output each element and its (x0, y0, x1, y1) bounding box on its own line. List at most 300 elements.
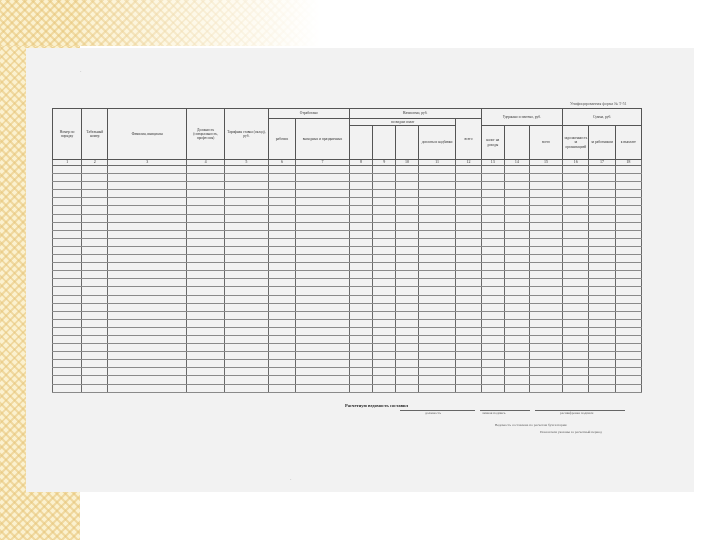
table-cell (456, 384, 481, 392)
col-header-workdays: рабочих (268, 119, 295, 160)
table-cell (53, 384, 82, 392)
table-cell (396, 198, 418, 206)
table-cell (563, 174, 589, 182)
table-cell (529, 376, 562, 384)
table-cell (615, 287, 641, 295)
table-cell (418, 287, 456, 295)
table-cell (396, 303, 418, 311)
table-cell (456, 214, 481, 222)
footnote: Ведомость составлена по расчетам бухгалтерии (495, 423, 567, 427)
table-cell (296, 238, 350, 246)
table-cell (53, 287, 82, 295)
table-cell (225, 206, 269, 214)
table-cell (225, 368, 269, 376)
table-cell (563, 182, 589, 190)
table-cell (504, 255, 529, 263)
col-header-blank (396, 126, 418, 160)
table-cell (396, 271, 418, 279)
table-cell (108, 335, 187, 343)
table-cell (187, 335, 225, 343)
table-cell (615, 214, 641, 222)
table-cell (268, 206, 295, 214)
table-cell (108, 182, 187, 190)
table-cell (53, 360, 82, 368)
table-cell (225, 190, 269, 198)
table-cell (418, 263, 456, 271)
table-cell (529, 327, 562, 335)
table-cell (349, 303, 372, 311)
table-cell (418, 271, 456, 279)
table-cell (563, 263, 589, 271)
table-cell (373, 327, 396, 335)
table-cell (225, 376, 269, 384)
table-cell (82, 376, 108, 384)
table-cell (373, 182, 396, 190)
table-cell (296, 246, 350, 254)
table-cell (108, 206, 187, 214)
table-cell (396, 255, 418, 263)
table-cell (296, 166, 350, 174)
table-cell (396, 376, 418, 384)
table-cell (504, 352, 529, 360)
table-cell (82, 206, 108, 214)
table-cell (296, 352, 350, 360)
table-cell (615, 238, 641, 246)
table-cell (108, 166, 187, 174)
table-cell (615, 206, 641, 214)
table-cell (268, 271, 295, 279)
table-cell (225, 271, 269, 279)
table-cell (349, 279, 372, 287)
table-cell (529, 255, 562, 263)
table-cell (418, 376, 456, 384)
table-cell (396, 190, 418, 198)
table-cell (373, 344, 396, 352)
group-header-by-type: по видам оплат (349, 119, 456, 126)
table-cell (108, 255, 187, 263)
table-cell (529, 174, 562, 182)
table-cell (268, 255, 295, 263)
table-cell (615, 198, 641, 206)
table-cell (349, 344, 372, 352)
table-cell (296, 311, 350, 319)
table-cell (373, 206, 396, 214)
table-cell (296, 214, 350, 222)
table-cell (296, 230, 350, 238)
table-row (53, 384, 642, 392)
table-cell (296, 190, 350, 198)
table-cell (456, 206, 481, 214)
table-cell (418, 198, 456, 206)
table-row (53, 206, 642, 214)
table-cell (187, 206, 225, 214)
table-cell (563, 376, 589, 384)
table-row (53, 344, 642, 352)
table-cell (418, 327, 456, 335)
table-cell (615, 166, 641, 174)
table-cell (373, 271, 396, 279)
col-header-withheld-total: всего (529, 126, 562, 160)
table-row (53, 295, 642, 303)
table-cell (615, 335, 641, 343)
table-cell (589, 190, 615, 198)
table-cell (615, 174, 641, 182)
table-cell (615, 376, 641, 384)
table-cell (456, 279, 481, 287)
table-cell (82, 335, 108, 343)
table-cell (481, 311, 504, 319)
table-cell (373, 222, 396, 230)
table-cell (349, 238, 372, 246)
table-cell (481, 352, 504, 360)
table-cell (396, 352, 418, 360)
table-cell (504, 368, 529, 376)
table-cell (108, 295, 187, 303)
table-cell (504, 230, 529, 238)
table-cell (349, 198, 372, 206)
table-cell (396, 182, 418, 190)
scan-speck: · (80, 70, 82, 75)
col-header-blank (349, 126, 372, 160)
table-cell (456, 352, 481, 360)
table-cell (418, 238, 456, 246)
table-cell (108, 174, 187, 182)
table-cell (396, 327, 418, 335)
table-cell (396, 166, 418, 174)
table-cell (563, 255, 589, 263)
table-cell (108, 238, 187, 246)
table-cell (82, 198, 108, 206)
table-cell (396, 174, 418, 182)
table-cell (589, 335, 615, 343)
table-cell (456, 319, 481, 327)
table-cell (529, 287, 562, 295)
table-cell (53, 238, 82, 246)
payroll-table (52, 108, 642, 393)
table-cell (396, 344, 418, 352)
table-cell (53, 368, 82, 376)
table-cell (615, 384, 641, 392)
table-cell (225, 246, 269, 254)
table-cell (349, 222, 372, 230)
table-cell (373, 311, 396, 319)
table-cell (615, 295, 641, 303)
table-cell (53, 376, 82, 384)
table-cell (349, 246, 372, 254)
table-cell (225, 230, 269, 238)
table-cell (296, 198, 350, 206)
group-header-withheld: Удержано и зачтено, руб. (481, 109, 563, 126)
table-cell (418, 174, 456, 182)
table-cell (373, 190, 396, 198)
table-cell (481, 335, 504, 343)
table-cell (589, 214, 615, 222)
table-cell (504, 376, 529, 384)
table-cell (296, 287, 350, 295)
table-row (53, 246, 642, 254)
table-cell (615, 279, 641, 287)
table-cell (563, 198, 589, 206)
table-cell (373, 230, 396, 238)
table-cell (82, 311, 108, 319)
table-cell (418, 246, 456, 254)
table-cell (456, 166, 481, 174)
table-cell (373, 303, 396, 311)
table-cell (615, 271, 641, 279)
table-cell (268, 384, 295, 392)
table-cell (456, 295, 481, 303)
table-cell (589, 206, 615, 214)
table-cell (589, 295, 615, 303)
table-cell (349, 206, 372, 214)
table-cell (615, 230, 641, 238)
table-cell (615, 319, 641, 327)
table-cell (481, 287, 504, 295)
table-cell (456, 246, 481, 254)
table-cell (589, 344, 615, 352)
table-cell (349, 327, 372, 335)
table-cell (456, 327, 481, 335)
table-cell (563, 238, 589, 246)
table-row (53, 368, 642, 376)
table-cell (589, 238, 615, 246)
header-row (53, 109, 642, 119)
table-cell (108, 319, 187, 327)
table-cell (187, 230, 225, 238)
debt-org-label: за организацией (565, 140, 587, 149)
table-cell (563, 319, 589, 327)
col-number: 14 (504, 160, 529, 166)
col-number: 18 (615, 160, 641, 166)
table-cell (349, 352, 372, 360)
table-cell (82, 319, 108, 327)
table-cell (504, 246, 529, 254)
table-cell (187, 319, 225, 327)
table-cell (225, 255, 269, 263)
col-number: 17 (589, 160, 615, 166)
table-cell (349, 263, 372, 271)
table-cell (296, 376, 350, 384)
table-cell (53, 344, 82, 352)
table-cell (529, 263, 562, 271)
table-cell (589, 279, 615, 287)
table-cell (481, 166, 504, 174)
table-cell (418, 384, 456, 392)
table-cell (349, 190, 372, 198)
table-cell (396, 287, 418, 295)
table-cell (481, 271, 504, 279)
table-cell (53, 182, 82, 190)
table-cell (418, 295, 456, 303)
table-cell (296, 255, 350, 263)
table-cell (373, 263, 396, 271)
table-cell (563, 214, 589, 222)
table-cell (563, 222, 589, 230)
table-cell (225, 295, 269, 303)
col-header-rate: Тарифная ставка (оклад), руб. (225, 109, 269, 160)
table-cell (187, 214, 225, 222)
table-cell (481, 198, 504, 206)
table-cell (108, 263, 187, 271)
table-cell (225, 352, 269, 360)
table-cell (187, 368, 225, 376)
col-header-debt (563, 126, 589, 160)
table-cell (373, 214, 396, 222)
table-cell (53, 311, 82, 319)
table-cell (373, 166, 396, 174)
table-cell (504, 182, 529, 190)
table-row (53, 230, 642, 238)
table-cell (481, 344, 504, 352)
table-cell (225, 335, 269, 343)
table-cell (268, 368, 295, 376)
table-cell (589, 198, 615, 206)
table-cell (187, 174, 225, 182)
table-cell (615, 311, 641, 319)
table-cell (418, 222, 456, 230)
table-cell (349, 214, 372, 222)
table-row (53, 222, 642, 230)
table-cell (589, 255, 615, 263)
col-number: 5 (225, 160, 269, 166)
table-row (53, 238, 642, 246)
table-cell (396, 238, 418, 246)
table-cell (418, 360, 456, 368)
col-number: 15 (529, 160, 562, 166)
table-cell (268, 230, 295, 238)
table-cell (373, 352, 396, 360)
table-cell (187, 166, 225, 174)
table-cell (53, 198, 82, 206)
table-cell (373, 279, 396, 287)
col-number: 12 (456, 160, 481, 166)
table-cell (268, 311, 295, 319)
table-cell (615, 327, 641, 335)
table-cell (82, 271, 108, 279)
table-cell (82, 238, 108, 246)
table-cell (563, 295, 589, 303)
table-cell (225, 174, 269, 182)
table-row (53, 255, 642, 263)
table-cell (563, 335, 589, 343)
table-cell (456, 190, 481, 198)
group-header-worked: Отработано (268, 109, 349, 119)
table-cell (187, 360, 225, 368)
table-cell (529, 166, 562, 174)
table-cell (53, 222, 82, 230)
table-cell (456, 198, 481, 206)
table-cell (563, 303, 589, 311)
col-header-income-tax: налог на доходы (481, 126, 504, 160)
table-cell (53, 206, 82, 214)
table-cell (589, 246, 615, 254)
table-cell (108, 190, 187, 198)
col-number: 6 (268, 160, 295, 166)
col-header-blank (504, 126, 529, 160)
table-cell (456, 287, 481, 295)
table-cell (615, 352, 641, 360)
table-cell (296, 263, 350, 271)
table-cell (53, 166, 82, 174)
table-cell (529, 344, 562, 352)
col-header-tab-no: Табельный номер (82, 109, 108, 160)
table-cell (349, 271, 372, 279)
table-cell (589, 303, 615, 311)
debt-label: задолженность (564, 136, 588, 141)
table-cell (529, 206, 562, 214)
table-cell (396, 206, 418, 214)
col-header-blank (373, 126, 396, 160)
table-cell (82, 182, 108, 190)
table-cell (589, 230, 615, 238)
table-cell (504, 279, 529, 287)
table-cell (615, 255, 641, 263)
table-cell (82, 295, 108, 303)
table-row (53, 335, 642, 343)
table-cell (82, 246, 108, 254)
table-cell (563, 230, 589, 238)
table-cell (456, 222, 481, 230)
table-cell (225, 384, 269, 392)
table-cell (589, 222, 615, 230)
table-cell (349, 295, 372, 303)
table-cell (529, 335, 562, 343)
table-cell (82, 255, 108, 263)
table-row (53, 279, 642, 287)
table-row (53, 352, 642, 360)
table-row (53, 376, 642, 384)
table-cell (108, 303, 187, 311)
table-cell (108, 384, 187, 392)
table-cell (504, 190, 529, 198)
table-cell (53, 303, 82, 311)
table-cell (108, 214, 187, 222)
table-cell (349, 311, 372, 319)
col-number: 3 (108, 160, 187, 166)
table-cell (615, 360, 641, 368)
table-cell (456, 303, 481, 311)
table-row (53, 174, 642, 182)
table-cell (187, 352, 225, 360)
table-cell (504, 222, 529, 230)
col-header-row-no: Номер по порядку (53, 109, 82, 160)
table-cell (187, 295, 225, 303)
table-cell (225, 222, 269, 230)
table-cell (225, 214, 269, 222)
table-cell (268, 279, 295, 287)
table-cell (268, 238, 295, 246)
table-cell (504, 198, 529, 206)
table-cell (349, 360, 372, 368)
table-cell (268, 246, 295, 254)
table-cell (504, 303, 529, 311)
table-cell (396, 214, 418, 222)
table-cell (296, 174, 350, 182)
col-number: 10 (396, 160, 418, 166)
table-row (53, 190, 642, 198)
table-cell (82, 327, 108, 335)
table-cell (456, 335, 481, 343)
table-cell (225, 319, 269, 327)
col-number: 4 (187, 160, 225, 166)
table-cell (504, 311, 529, 319)
col-number: 8 (349, 160, 372, 166)
table-cell (418, 166, 456, 174)
table-cell (225, 238, 269, 246)
table-cell (396, 335, 418, 343)
table-cell (529, 279, 562, 287)
table-cell (418, 255, 456, 263)
